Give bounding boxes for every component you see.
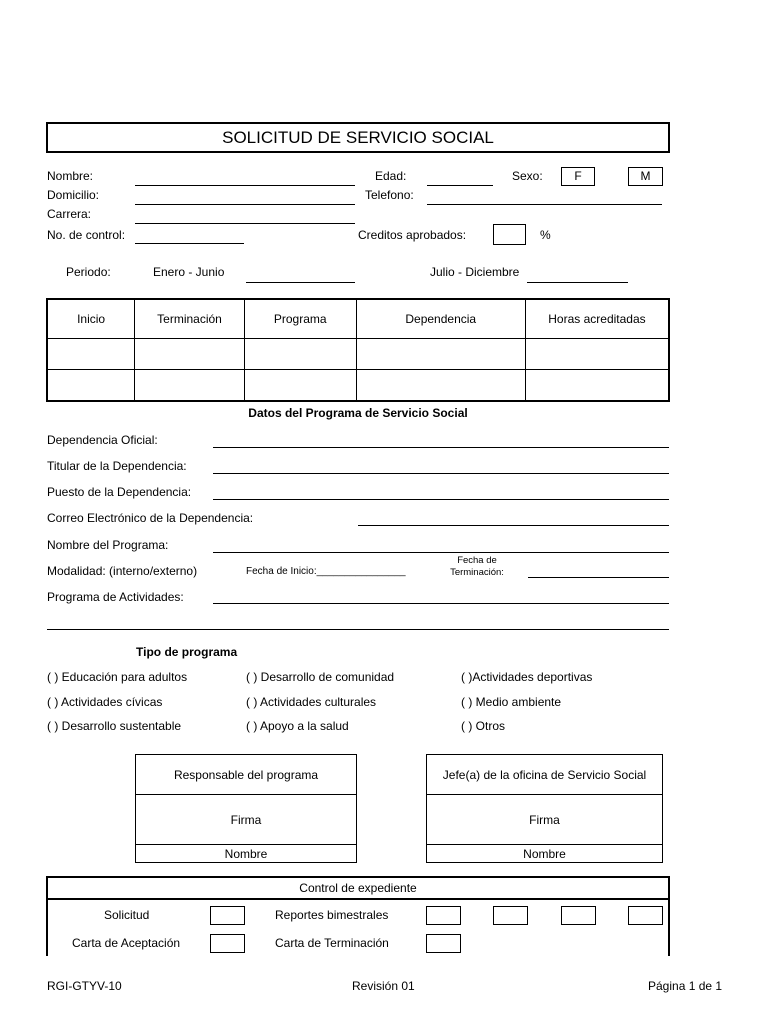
table-cell[interactable]: [47, 339, 135, 370]
control-heading: Control de expediente: [48, 878, 668, 900]
carrera-label: Carrera:: [47, 207, 92, 221]
percent-label: %: [540, 228, 551, 242]
fecha-terminacion-field[interactable]: [528, 577, 669, 578]
table-row: [47, 339, 669, 370]
sexo-label: Sexo:: [512, 169, 543, 183]
option-desarrollo-comunidad[interactable]: ( ) Desarrollo de comunidad: [246, 670, 395, 684]
dependencia-oficial-label: Dependencia Oficial:: [47, 433, 158, 447]
dependencia-oficial-field[interactable]: [213, 447, 669, 448]
enero-junio-field[interactable]: [246, 282, 355, 283]
signature-nombre[interactable]: Nombre: [523, 846, 566, 861]
periodo-label: Periodo:: [66, 265, 111, 279]
reporte-box-2[interactable]: [493, 906, 528, 925]
table-row: [47, 370, 669, 402]
program-data-heading: Datos del Programa de Servicio Social: [248, 406, 468, 420]
titular-label: Titular de la Dependencia:: [47, 459, 187, 473]
creditos-label: Creditos aprobados:: [358, 228, 467, 242]
signature-title: Responsable del programa: [136, 755, 356, 795]
table-cell[interactable]: [356, 370, 525, 402]
fecha-terminacion-line2: Terminación:: [450, 567, 504, 578]
fecha-terminacion-line1: Fecha de: [457, 555, 497, 566]
no-control-field[interactable]: [135, 243, 244, 244]
signature-box-jefe: [426, 754, 663, 863]
signature-nombre[interactable]: Nombre: [224, 846, 268, 861]
signature-firma[interactable]: Firma: [136, 795, 356, 845]
table-cell[interactable]: [135, 370, 245, 402]
nombre-programa-label: Nombre del Programa:: [47, 538, 169, 552]
telefono-label: Telefono:: [365, 188, 414, 202]
option-educacion-adultos[interactable]: ( ) Educación para adultos: [47, 670, 188, 684]
option-otros[interactable]: ( ) Otros: [461, 719, 505, 733]
domicilio-field[interactable]: [135, 204, 355, 205]
fecha-inicio-label: Fecha de Inicio:________________: [246, 566, 406, 577]
programa-actividades-field[interactable]: [213, 603, 669, 604]
reporte-box-1[interactable]: [426, 906, 461, 925]
table-header-row: [47, 299, 669, 339]
modalidad-label: Modalidad: (interno/externo): [47, 564, 198, 578]
puesto-field[interactable]: [213, 499, 669, 500]
header-inicio: Inicio: [47, 299, 135, 339]
signature-title: Jefe(a) de la oficina de Servicio Social: [427, 755, 662, 795]
correo-label: Correo Electrónico de la Dependencia:: [47, 511, 254, 525]
correo-field[interactable]: [358, 525, 669, 526]
sexo-m-box[interactable]: M: [628, 167, 663, 186]
programa-actividades-field-2[interactable]: [47, 629, 669, 630]
table-cell[interactable]: [525, 339, 669, 370]
option-apoyo-salud[interactable]: ( ) Apoyo a la salud: [246, 719, 349, 733]
carrera-field[interactable]: [135, 223, 355, 224]
edad-field[interactable]: [427, 185, 493, 186]
julio-diciembre-label: Julio - Diciembre: [430, 265, 520, 279]
puesto-label: Puesto de la Dependencia:: [47, 485, 192, 499]
edad-label: Edad:: [375, 169, 407, 183]
table-cell[interactable]: [244, 339, 356, 370]
sexo-f-box[interactable]: F: [561, 167, 595, 186]
carta-aceptacion-box[interactable]: [210, 934, 245, 953]
option-actividades-civicas[interactable]: ( ) Actividades cívicas: [47, 695, 163, 709]
table-cell[interactable]: [525, 370, 669, 402]
table-cell[interactable]: [244, 370, 356, 402]
header-programa: Programa: [244, 299, 356, 339]
reportes-label: Reportes bimestrales: [275, 908, 389, 922]
header-dependencia: Dependencia: [356, 299, 525, 339]
option-medio-ambiente[interactable]: ( ) Medio ambiente: [461, 695, 562, 709]
period-table: [46, 298, 670, 402]
carta-aceptacion-label: Carta de Aceptación: [72, 936, 181, 950]
reporte-box-3[interactable]: [561, 906, 596, 925]
creditos-box[interactable]: [493, 224, 526, 245]
fecha-terminacion-label: [440, 555, 514, 579]
julio-diciembre-field[interactable]: [527, 282, 628, 283]
program-type-heading: Tipo de programa: [136, 645, 238, 659]
titular-field[interactable]: [213, 473, 669, 474]
footer-page: Página 1 de 1: [648, 979, 723, 993]
signature-box-responsable: [135, 754, 357, 863]
carta-terminacion-box[interactable]: [426, 934, 461, 953]
form-title: SOLICITUD DE SERVICIO SOCIAL: [46, 122, 670, 153]
table-cell[interactable]: [135, 339, 245, 370]
footer-revision: Revisión 01: [352, 979, 415, 993]
option-desarrollo-sustentable[interactable]: ( ) Desarrollo sustentable: [47, 719, 182, 733]
option-actividades-culturales[interactable]: ( ) Actividades culturales: [246, 695, 377, 709]
reporte-box-4[interactable]: [628, 906, 663, 925]
no-control-label: No. de control:: [47, 228, 126, 242]
programa-actividades-label: Programa de Actividades:: [47, 590, 184, 604]
table-cell[interactable]: [356, 339, 525, 370]
nombre-label: Nombre:: [47, 169, 94, 183]
solicitud-box[interactable]: [210, 906, 245, 925]
nombre-programa-field[interactable]: [213, 552, 669, 553]
header-terminacion: Terminación: [135, 299, 245, 339]
telefono-field[interactable]: [427, 204, 662, 205]
solicitud-label: Solicitud: [104, 908, 150, 922]
footer-code: RGI-GTYV-10: [47, 979, 122, 993]
carta-terminacion-label: Carta de Terminación: [275, 936, 389, 950]
domicilio-label: Domicilio:: [47, 188, 100, 202]
nombre-field[interactable]: [135, 185, 355, 186]
enero-junio-label: Enero - Junio: [153, 265, 225, 279]
header-horas: Horas acreditadas: [525, 299, 669, 339]
option-actividades-deportivas[interactable]: ( )Actividades deportivas: [461, 670, 593, 684]
table-cell[interactable]: [47, 370, 135, 402]
signature-firma[interactable]: Firma: [427, 795, 662, 845]
